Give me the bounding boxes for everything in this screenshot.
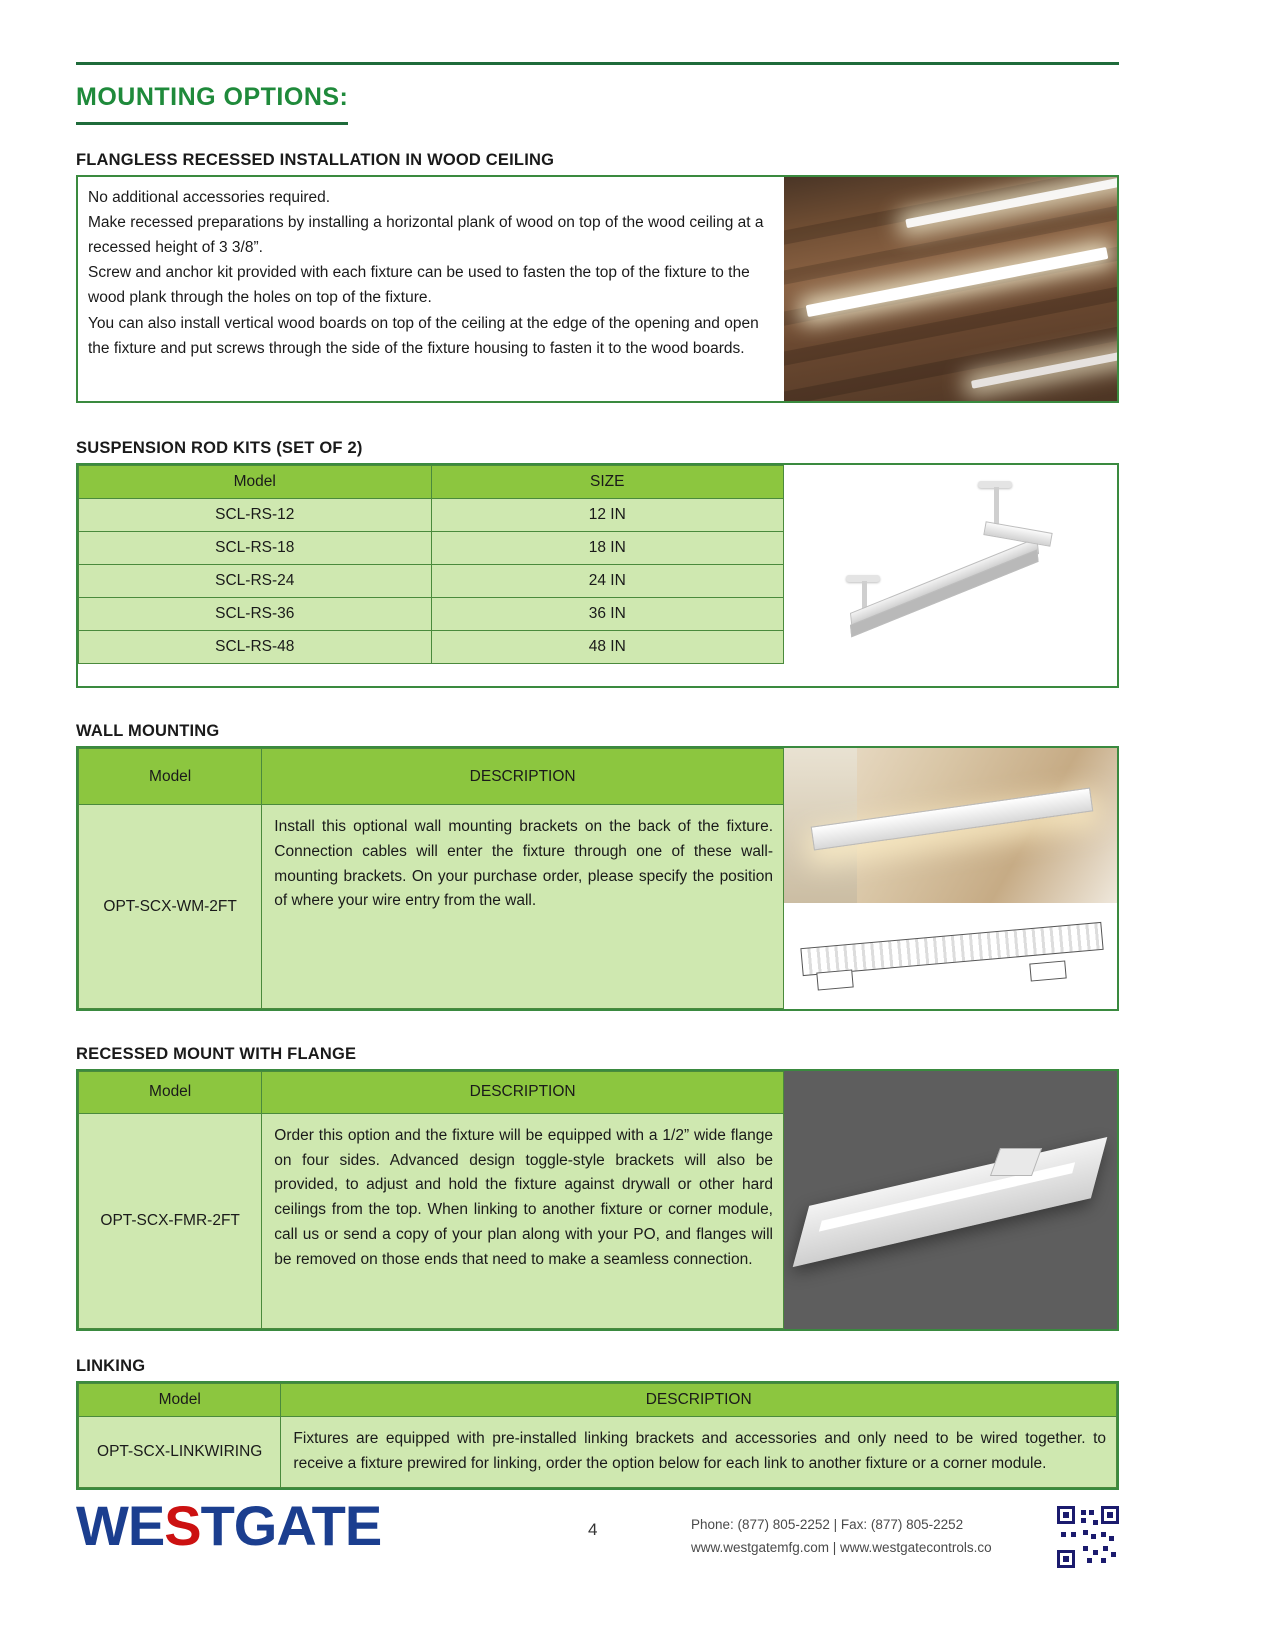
- cell-model: SCL-RS-12: [79, 499, 432, 532]
- cell-size: 36 IN: [431, 598, 784, 631]
- section-heading-recessed-flange: RECESSED MOUNT WITH FLANGE: [76, 1045, 357, 1063]
- qr-code-icon: [1057, 1506, 1119, 1568]
- column-header-model: Model: [79, 749, 262, 805]
- column-header-model: Model: [79, 1384, 281, 1417]
- section-flangless: [76, 175, 1119, 403]
- top-divider: [76, 62, 1119, 65]
- section-suspension: [76, 463, 1119, 688]
- footer-web-line: www.westgatemfg.com | www.westgatecontrols.co: [691, 1539, 992, 1555]
- table-row: [79, 1113, 784, 1328]
- section-wall-mounting: [76, 746, 1119, 1011]
- footer-phone-line: Phone: (877) 805-2252 | Fax: (877) 805-2252: [691, 1517, 964, 1532]
- flangless-text-block: [78, 177, 784, 401]
- westgate-logo: [76, 1494, 382, 1557]
- cell-description: Order this option and the fixture will be equipped with a 1/2” wide flange on four sides. Advanced design toggle-style brackets will also be provided, to adjust and hold the fixture against drywall or other hard ceilings from the top. When linking to another fixture or corner module, call us or send a copy of your plan along with your PO, and flanges will be removed on those ends that need to make a seamless connection.: [262, 1113, 784, 1328]
- cell-model: OPT-SCX-WM-2FT: [79, 805, 262, 1009]
- cell-model: SCL-RS-18: [79, 532, 432, 565]
- cell-model: OPT-SCX-FMR-2FT: [79, 1113, 262, 1328]
- table-header-row: [79, 1384, 1117, 1417]
- flanged-fixture-rendering: [784, 1071, 1117, 1329]
- cell-size: 48 IN: [431, 631, 784, 664]
- column-header-model: Model: [79, 1072, 262, 1114]
- section-recessed-flange: [76, 1069, 1119, 1331]
- suspension-rendering: [784, 465, 1117, 686]
- section-heading-wall-mounting: WALL MOUNTING: [76, 722, 220, 740]
- flangless-paragraph-3: Screw and anchor kit provided with each fixture can be used to fasten the top of the fixture to the wood plank through the holes on top of the fixture.: [88, 264, 750, 307]
- flangless-paragraph-4: You can also install vertical wood boards on top of the ceiling at the edge of the opening and open the fixture and put screws through the side of the fixture housing to fasten it to the wood boards.: [88, 314, 759, 357]
- cell-size: 24 IN: [431, 565, 784, 598]
- section-linking: [76, 1381, 1119, 1490]
- title-underline: [76, 122, 348, 125]
- table-row: [79, 631, 784, 664]
- table-header-row: [79, 466, 784, 499]
- cell-model: SCL-RS-24: [79, 565, 432, 598]
- column-header-description: DESCRIPTION: [262, 749, 784, 805]
- cell-size: 18 IN: [431, 532, 784, 565]
- cell-model: OPT-SCX-LINKWIRING: [79, 1417, 281, 1488]
- cell-description: Fixtures are equipped with pre-installed linking brackets and accessories and only need to be wired together. to receive a fixture prewired for linking, order the option below for each link to another fixture or a corner module.: [281, 1417, 1117, 1488]
- section-heading-suspension: SUSPENSION ROD KITS (SET OF 2): [76, 439, 363, 457]
- wall-mounting-images: [784, 748, 1117, 1009]
- suspension-table-wrap: [78, 465, 784, 686]
- flangless-paragraph-2: Make recessed preparations by installing a horizontal plank of wood on top of the wood ceiling at a recessed height of 3 3/8”.: [88, 214, 764, 257]
- recessed-flange-table-wrap: [78, 1071, 784, 1329]
- logo-text-we: WE: [76, 1494, 165, 1557]
- column-header-description: DESCRIPTION: [262, 1072, 784, 1114]
- page-content: [76, 62, 1121, 1520]
- suspension-table: [78, 465, 784, 664]
- page-footer: [76, 1492, 1119, 1602]
- wall-bracket-drawing: [784, 903, 1117, 1009]
- table-row: [79, 565, 784, 598]
- section-heading-linking: LINKING: [76, 1357, 146, 1375]
- fixture-shape: [793, 1137, 1108, 1267]
- page-title: MOUNTING OPTIONS:: [76, 83, 349, 111]
- table-row: [79, 598, 784, 631]
- table-header-row: [79, 749, 784, 805]
- table-row: [79, 499, 784, 532]
- table-row: [79, 805, 784, 1009]
- table-row: [79, 1417, 1117, 1488]
- recessed-flange-table: [78, 1071, 784, 1329]
- logo-text-tgate: TGATE: [200, 1494, 382, 1557]
- linking-table: [78, 1383, 1117, 1488]
- table-row: [79, 532, 784, 565]
- cell-size: 12 IN: [431, 499, 784, 532]
- wood-ceiling-photo: [784, 177, 1117, 401]
- wall-mounted-fixture-photo: [784, 748, 1117, 903]
- cell-model: SCL-RS-48: [79, 631, 432, 664]
- column-header-size: SIZE: [431, 466, 784, 499]
- page-number: 4: [588, 1520, 598, 1539]
- footer-contact: [691, 1514, 992, 1560]
- cell-model: SCL-RS-36: [79, 598, 432, 631]
- cell-description: Install this optional wall mounting brackets on the back of the fixture. Connection cables will enter the fixture through one of these wall-mounting brackets. On your purchase order, please specify the position of where your wire entry from the wall.: [262, 805, 784, 1009]
- table-header-row: [79, 1072, 784, 1114]
- flangless-paragraph-1: No additional accessories required.: [88, 189, 331, 206]
- logo-text-s: S: [164, 1494, 201, 1557]
- column-header-description: DESCRIPTION: [281, 1384, 1117, 1417]
- wall-mounting-table: [78, 748, 784, 1009]
- column-header-model: Model: [79, 466, 432, 499]
- wall-mounting-table-wrap: [78, 748, 784, 1009]
- section-heading-flangless: FLANGLESS RECESSED INSTALLATION IN WOOD CEILING: [76, 151, 555, 169]
